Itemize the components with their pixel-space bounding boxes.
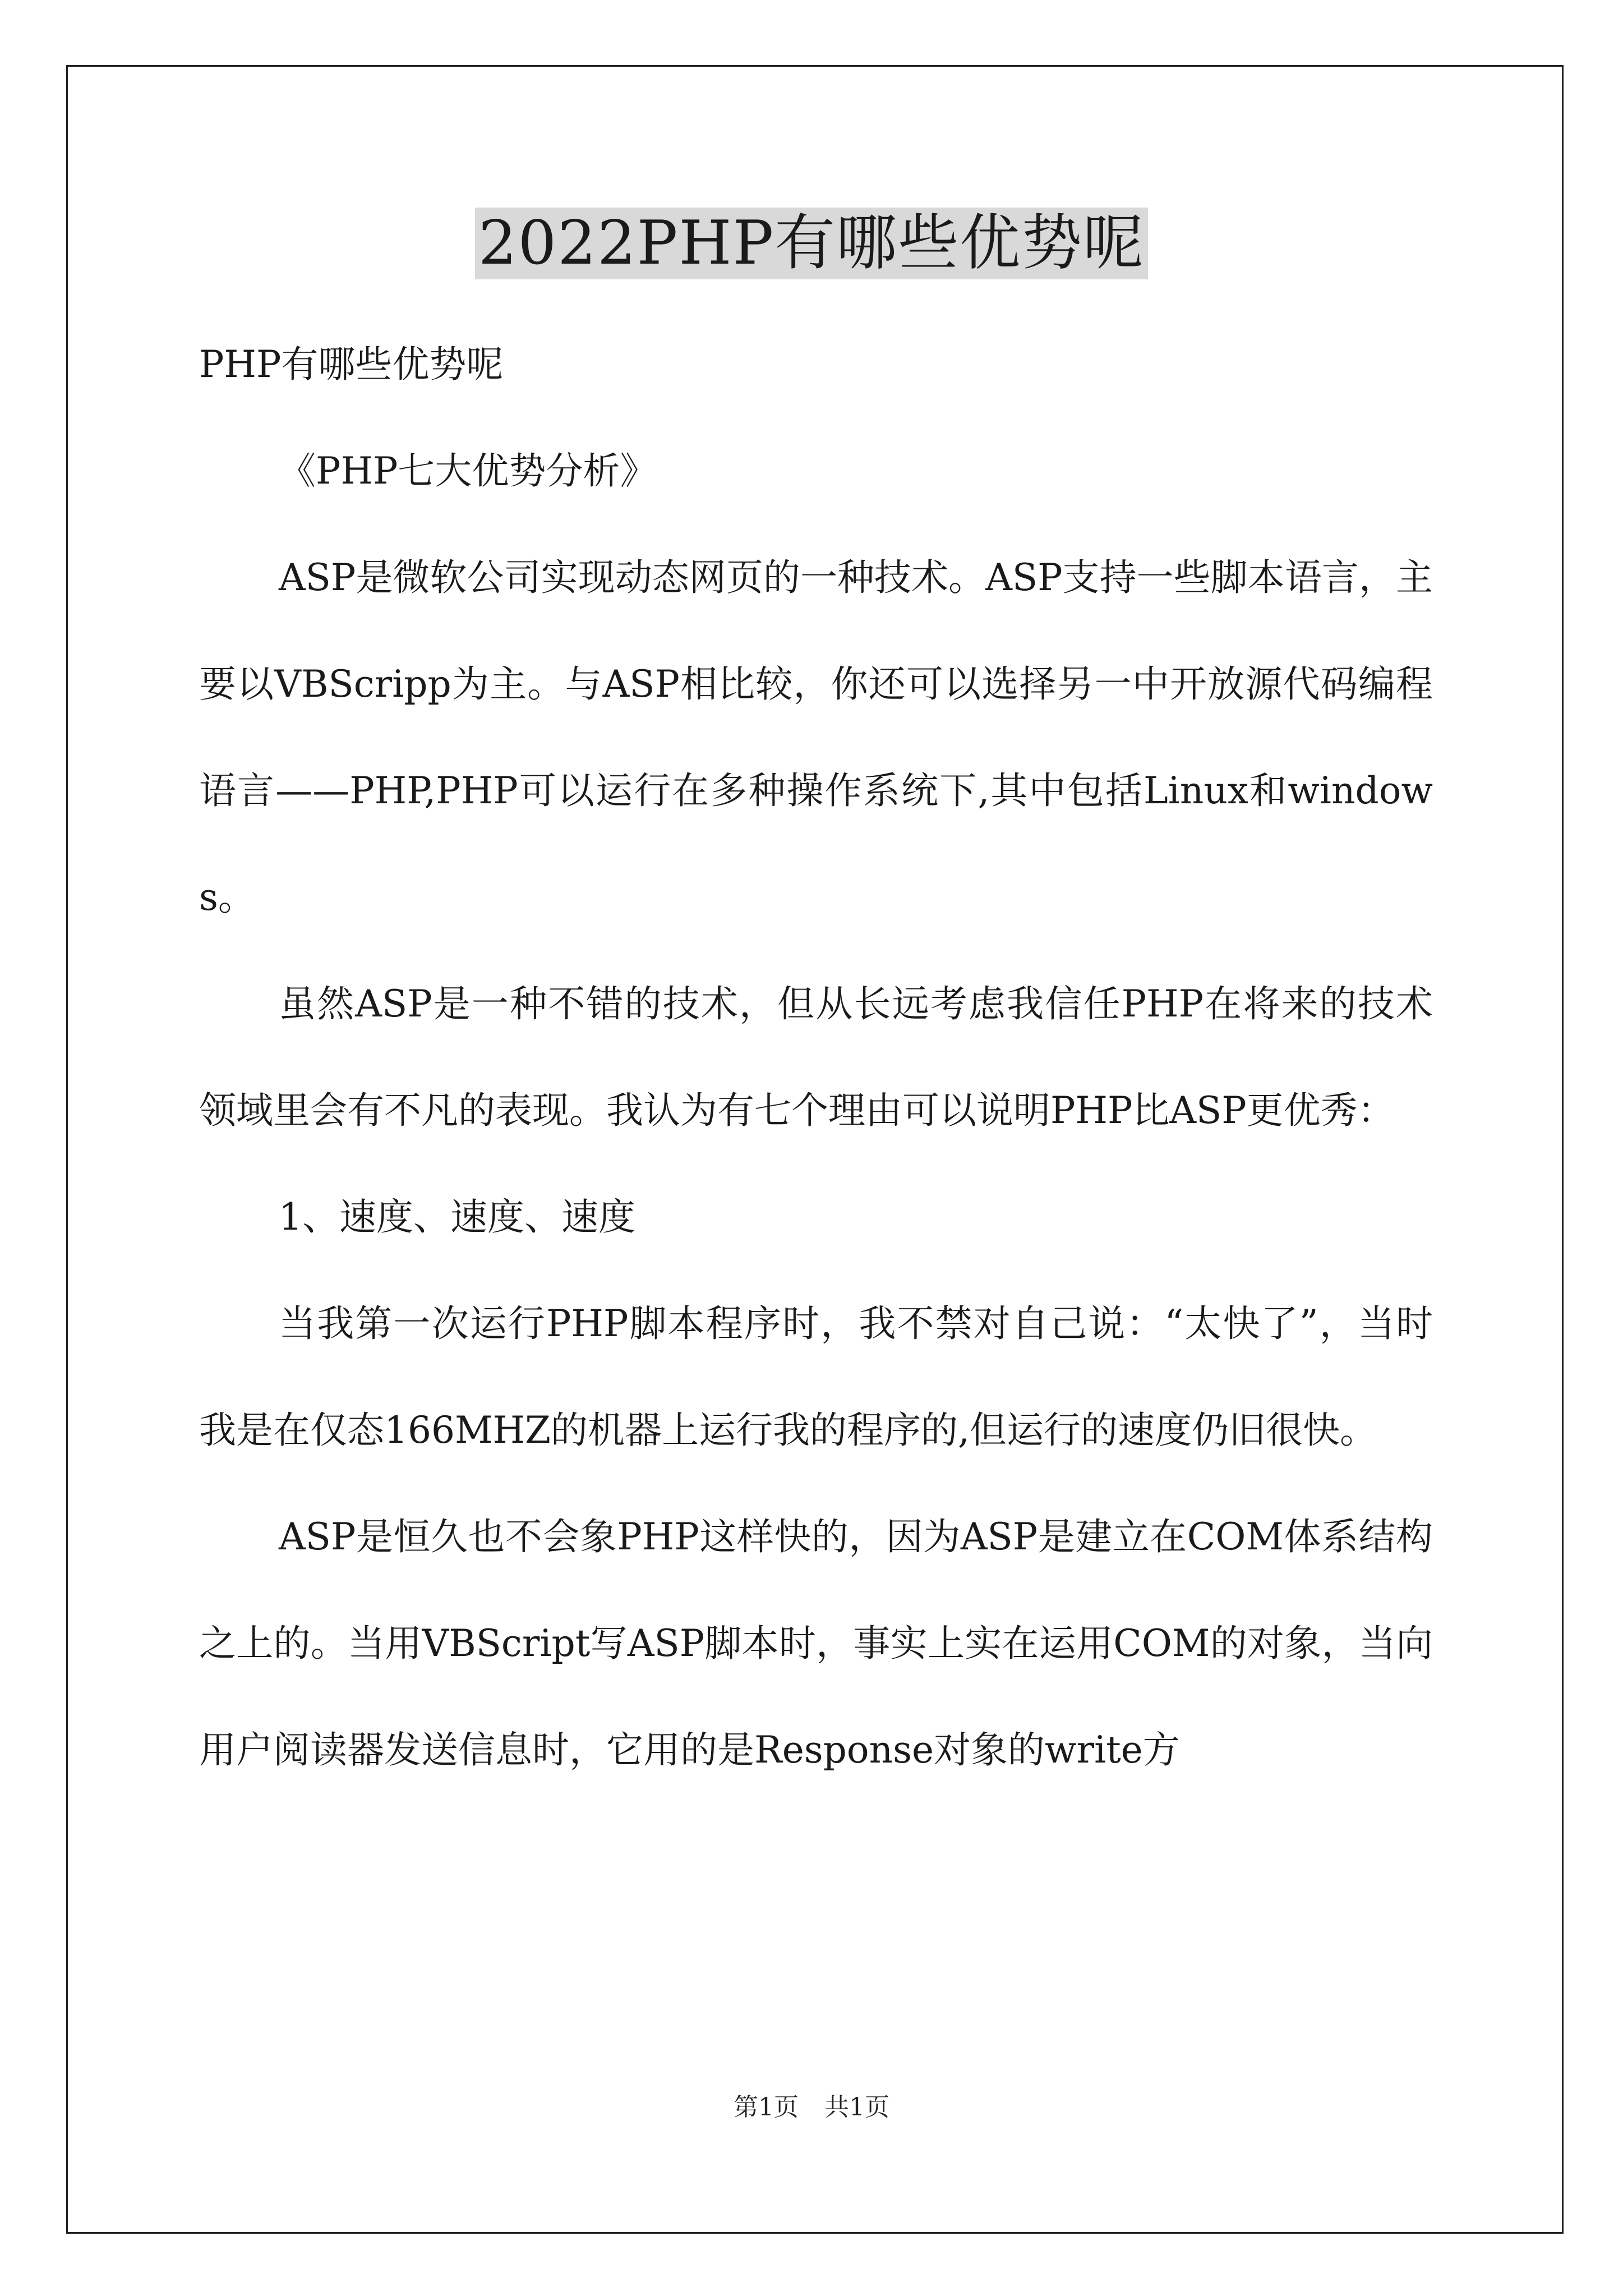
paragraph-asp-intro: ASP是微软公司实现动态网页的一种技术。ASP支持一些脚本语言，主要以VBScripp为主。与ASP相比较，你还可以选择另一中开放源代码编程语言——PHP,PHP可以运行在多种操作系统下,其中包括Linux和windows。 bbox=[199, 556, 1433, 919]
document-title: 2022PHP有哪些优势呢 bbox=[475, 208, 1148, 279]
paragraph-asp-com: ASP是恒久也不会象PHP这样快的，因为ASP是建立在COM体系结构之上的。当用VBScript写ASP脚本时，事实上实在运用COM的对象，当向用户阅读器发送信息时，它用的是Response对象的write方 bbox=[199, 1515, 1433, 1772]
page-number-current: 第1页 bbox=[734, 2093, 799, 2122]
paragraph-speed-heading: 1、速度、速度、速度 bbox=[279, 1195, 635, 1239]
page-number-total: 共1页 bbox=[824, 2093, 889, 2122]
page-footer bbox=[0, 2087, 1623, 2123]
paragraph-php-reasons: 虽然ASP是一种不错的技术，但从长远考虑我信任PHP在将来的技术领域里会有不凡的表现。我认为有七个理由可以说明PHP比ASP更优秀： bbox=[199, 982, 1433, 1132]
paragraph-speed-detail: 当我第一次运行PHP脚本程序时，我不禁对自己说：“太快了”，当时我是在仅态166MHZ的机器上运行我的程序的,但运行的速度仍旧很快。 bbox=[199, 1302, 1433, 1452]
paragraph-heading: 《PHP七大优势分析》 bbox=[279, 449, 657, 493]
paragraph-subtitle: PHP有哪些优势呢 bbox=[199, 343, 504, 386]
document-body bbox=[199, 311, 1433, 1803]
title-container bbox=[0, 208, 1623, 279]
